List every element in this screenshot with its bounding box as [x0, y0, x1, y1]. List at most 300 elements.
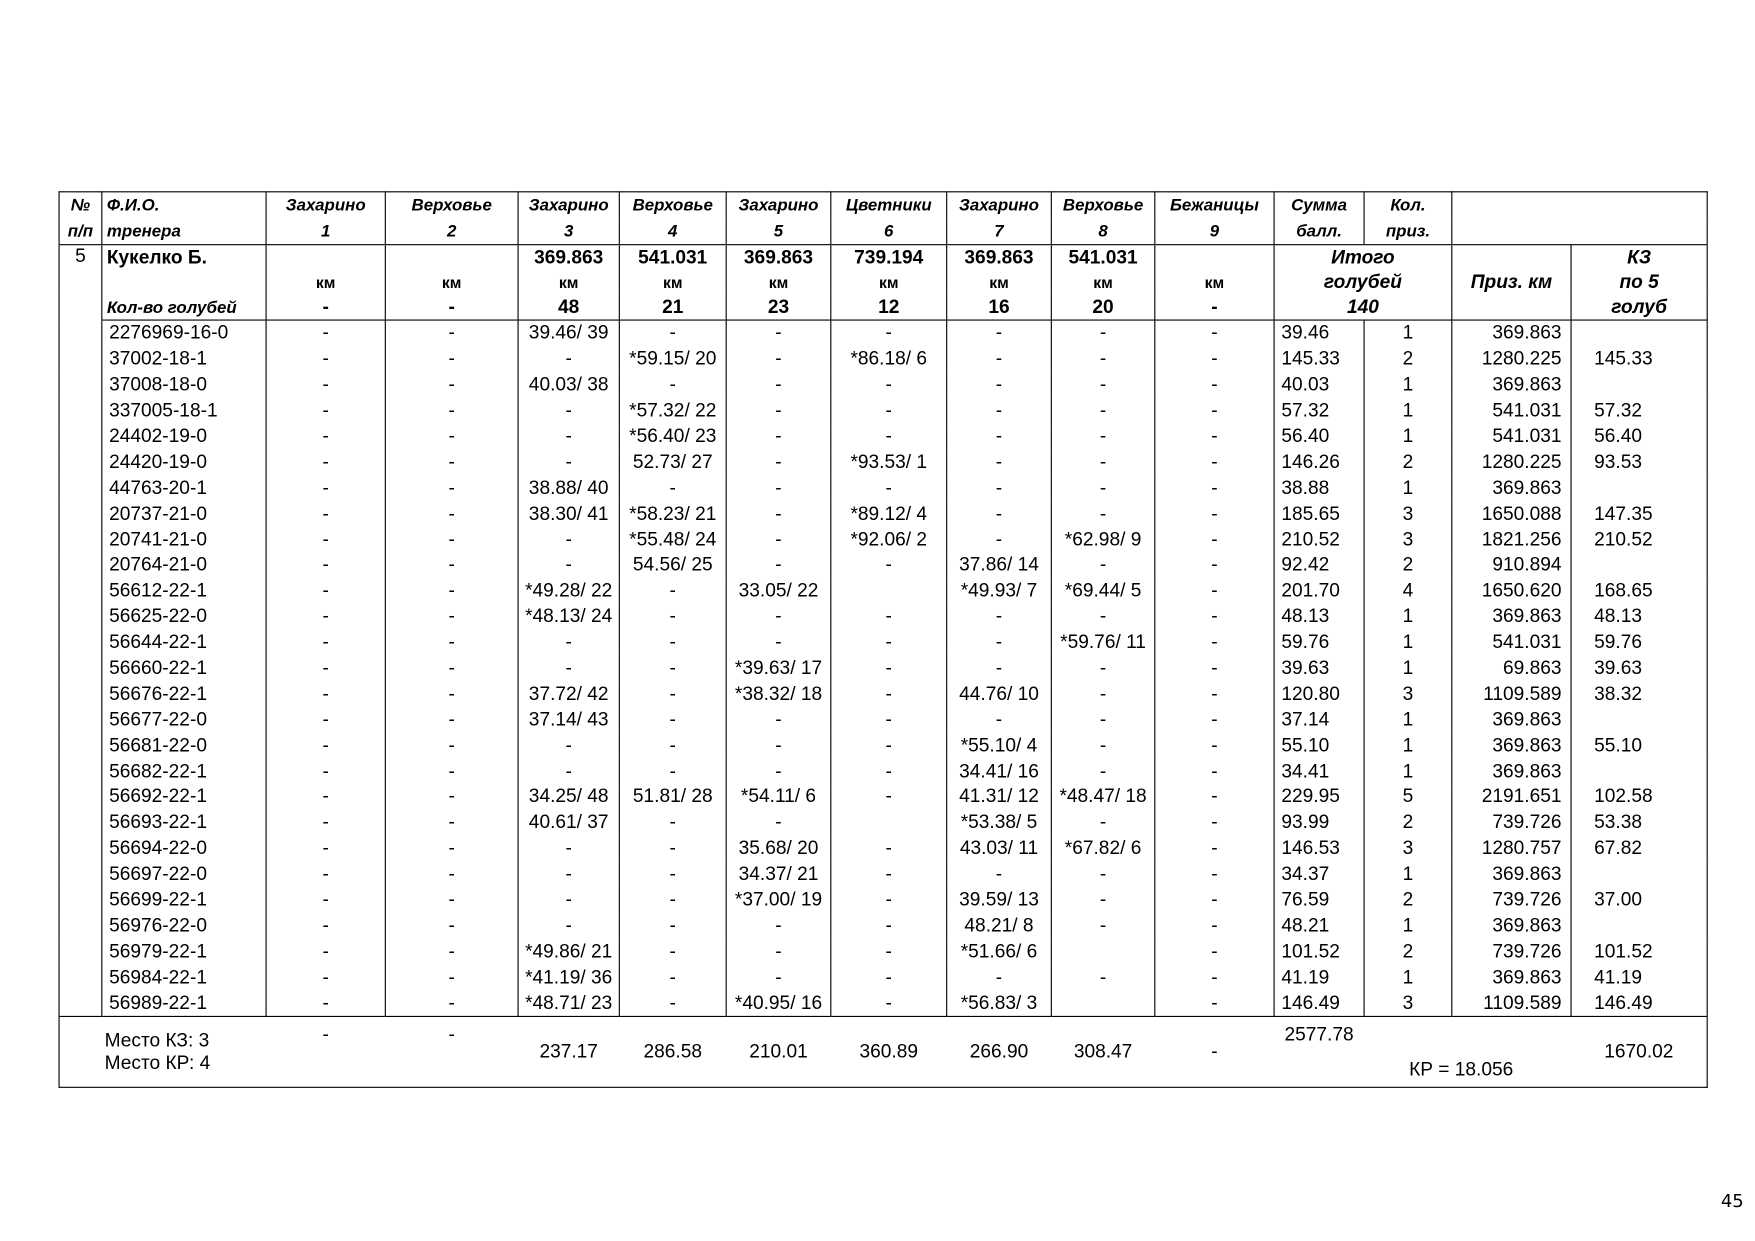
kz-value: 59.76	[1571, 630, 1707, 656]
km-unit-label: км	[518, 270, 619, 295]
race-total: -	[266, 1016, 385, 1087]
table-row	[59, 758, 1707, 784]
race-result: -	[266, 398, 385, 424]
total-kz: 1670.02	[1571, 1016, 1707, 1087]
race-distance	[385, 245, 518, 270]
race-result: -	[385, 501, 518, 527]
race-result: -	[385, 990, 518, 1016]
race-total: 286.58	[619, 1016, 726, 1087]
results-table	[59, 191, 1708, 1088]
race-result: -	[726, 939, 831, 965]
race-result: -	[619, 372, 726, 398]
prize-km: 369.863	[1452, 475, 1571, 501]
race-result: -	[385, 424, 518, 450]
prize-count: 2	[1364, 552, 1452, 578]
race-result: -	[266, 707, 385, 733]
race-distance: 739.194	[831, 245, 947, 270]
race-result: -	[385, 346, 518, 372]
ring-number: 56697-22-0	[102, 861, 266, 887]
prize-km: 369.863	[1452, 604, 1571, 630]
score-sum: 39.46	[1274, 320, 1364, 346]
race-result: -	[1155, 939, 1274, 965]
race-result: -	[1155, 372, 1274, 398]
prize-km: 739.726	[1452, 887, 1571, 913]
race-result: -	[1155, 604, 1274, 630]
km-unit-label: км	[1155, 270, 1274, 295]
blank-cell	[59, 552, 102, 578]
race-result: -	[619, 887, 726, 913]
kz-value	[1571, 475, 1707, 501]
ring-number: 56682-22-1	[102, 758, 266, 784]
table-row	[59, 733, 1707, 759]
score-sum: 56.40	[1274, 424, 1364, 450]
race-result: -	[831, 398, 947, 424]
prize-km: 2191.651	[1452, 784, 1571, 810]
header-race-number: 6	[831, 218, 947, 244]
header-race-name: Верховье	[385, 192, 518, 218]
race-result: -	[1155, 913, 1274, 939]
blank-cell	[59, 527, 102, 553]
kz-value: 102.58	[1571, 784, 1707, 810]
header-race-number: 9	[1155, 218, 1274, 244]
race-result: -	[518, 733, 619, 759]
prize-count: 3	[1364, 681, 1452, 707]
header-name: Ф.И.О.	[102, 192, 266, 218]
table-row	[59, 475, 1707, 501]
prize-count: 1	[1364, 372, 1452, 398]
race-total: -	[1155, 1016, 1274, 1087]
race-result: 37.14/ 43	[518, 707, 619, 733]
table-row	[59, 964, 1707, 990]
race-result: -	[1155, 990, 1274, 1016]
race-result: *41.19/ 36	[518, 964, 619, 990]
km-unit-label: км	[831, 270, 947, 295]
header-row	[59, 192, 1707, 218]
race-total: 210.01	[726, 1016, 831, 1087]
race-result: -	[266, 475, 385, 501]
table-row	[59, 707, 1707, 733]
race-distance: 369.863	[518, 245, 619, 270]
blank-cell	[59, 707, 102, 733]
score-sum: 48.13	[1274, 604, 1364, 630]
header-sum: Сумма	[1274, 192, 1364, 218]
race-distance: 369.863	[947, 245, 1052, 270]
prize-count: 2	[1364, 887, 1452, 913]
km-unit-label: км	[1051, 270, 1155, 295]
kz-value: 48.13	[1571, 604, 1707, 630]
race-result: -	[266, 552, 385, 578]
kz-value	[1571, 861, 1707, 887]
race-result: *40.95/ 16	[726, 990, 831, 1016]
ring-number: 56625-22-0	[102, 604, 266, 630]
race-result: -	[726, 964, 831, 990]
participant-row	[59, 245, 1707, 270]
ring-number: 337005-18-1	[102, 398, 266, 424]
ring-number: 24402-19-0	[102, 424, 266, 450]
prize-km: 739.726	[1452, 810, 1571, 836]
race-result: 38.88/ 40	[518, 475, 619, 501]
race-result: *38.32/ 18	[726, 681, 831, 707]
kz-value	[1571, 707, 1707, 733]
race-result: -	[947, 320, 1052, 346]
table-row	[59, 372, 1707, 398]
km-unit-label: км	[266, 270, 385, 295]
race-result: -	[947, 604, 1052, 630]
race-result: -	[947, 861, 1052, 887]
ring-number: 56644-22-1	[102, 630, 266, 656]
race-result: -	[1051, 449, 1155, 475]
score-sum: 39.63	[1274, 655, 1364, 681]
prize-km: 1650.088	[1452, 501, 1571, 527]
score-sum: 93.99	[1274, 810, 1364, 836]
race-result: -	[266, 320, 385, 346]
prize-count: 3	[1364, 836, 1452, 862]
score-sum: 210.52	[1274, 527, 1364, 553]
score-sum: 146.26	[1274, 449, 1364, 475]
blank-cell	[59, 630, 102, 656]
ring-number: 20737-21-0	[102, 501, 266, 527]
km-unit-label: км	[947, 270, 1052, 295]
race-result: -	[385, 836, 518, 862]
blank-cell	[59, 398, 102, 424]
race-result: -	[1155, 964, 1274, 990]
race-result: -	[947, 655, 1052, 681]
race-result: -	[1051, 398, 1155, 424]
race-result: 34.41/ 16	[947, 758, 1052, 784]
header-blank	[1452, 218, 1707, 244]
prize-count: 2	[1364, 346, 1452, 372]
prize-count: 2	[1364, 449, 1452, 475]
race-result: 48.21/ 8	[947, 913, 1052, 939]
race-total: 237.17	[518, 1016, 619, 1087]
pigeon-count: -	[266, 295, 385, 320]
table-row	[59, 449, 1707, 475]
prize-km: 541.031	[1452, 630, 1571, 656]
header-prizes: приз.	[1364, 218, 1452, 244]
score-sum: 34.41	[1274, 758, 1364, 784]
race-result: -	[831, 320, 947, 346]
race-result: -	[266, 346, 385, 372]
race-result	[1051, 990, 1155, 1016]
race-result: -	[1155, 527, 1274, 553]
pigeon-count: -	[1155, 295, 1274, 320]
race-result: -	[385, 527, 518, 553]
total-sum: 2577.78	[1274, 1016, 1364, 1087]
ring-number: 56677-22-0	[102, 707, 266, 733]
race-result: -	[1051, 681, 1155, 707]
race-result: -	[831, 964, 947, 990]
race-result: -	[266, 655, 385, 681]
race-result: -	[726, 424, 831, 450]
race-result: 39.59/ 13	[947, 887, 1052, 913]
race-result: -	[266, 836, 385, 862]
header-race-number: 1	[266, 218, 385, 244]
kz-value	[1571, 372, 1707, 398]
blank-cell	[59, 655, 102, 681]
prize-km: 1109.589	[1452, 990, 1571, 1016]
race-result: -	[619, 758, 726, 784]
kr-value: КР = 18.056	[1364, 1016, 1571, 1087]
kz-value	[1571, 758, 1707, 784]
race-result: -	[1051, 913, 1155, 939]
race-result: -	[831, 784, 947, 810]
race-result: -	[947, 449, 1052, 475]
ring-number: 24420-19-0	[102, 449, 266, 475]
header-blank	[1452, 192, 1707, 218]
race-result: -	[385, 449, 518, 475]
pigeon-count: 48	[518, 295, 619, 320]
race-result: *49.93/ 7	[947, 578, 1052, 604]
race-result: 37.86/ 14	[947, 552, 1052, 578]
header-race-name: Захарино	[518, 192, 619, 218]
prize-count: 1	[1364, 475, 1452, 501]
race-result: *89.12/ 4	[831, 501, 947, 527]
race-result: -	[518, 758, 619, 784]
blank-cell	[59, 861, 102, 887]
prize-km: 369.863	[1452, 861, 1571, 887]
race-result: -	[619, 475, 726, 501]
ring-number: 56694-22-0	[102, 836, 266, 862]
table-row	[59, 939, 1707, 965]
total-pigeons-label: голубей	[1274, 270, 1452, 295]
prize-count: 1	[1364, 913, 1452, 939]
table-row	[59, 578, 1707, 604]
prize-km: 1280.225	[1452, 449, 1571, 475]
race-result: -	[266, 681, 385, 707]
race-result: *86.18/ 6	[831, 346, 947, 372]
race-result: -	[1155, 552, 1274, 578]
pigeon-count: 23	[726, 295, 831, 320]
race-result: -	[726, 398, 831, 424]
kz-value: 101.52	[1571, 939, 1707, 965]
kz-label: голуб	[1571, 295, 1707, 320]
race-result: -	[831, 913, 947, 939]
race-result: -	[385, 939, 518, 965]
ring-number: 20764-21-0	[102, 552, 266, 578]
race-total: 308.47	[1051, 1016, 1155, 1087]
score-sum: 146.49	[1274, 990, 1364, 1016]
race-result: -	[1051, 964, 1155, 990]
blank-cell	[1452, 245, 1571, 270]
race-result: *49.28/ 22	[518, 578, 619, 604]
race-result: -	[1155, 784, 1274, 810]
kz-value: 67.82	[1571, 836, 1707, 862]
kz-value: 41.19	[1571, 964, 1707, 990]
race-result: -	[726, 604, 831, 630]
pigeon-count-label: Кол-во голубей	[102, 295, 266, 320]
ring-number: 20741-21-0	[102, 527, 266, 553]
score-sum: 55.10	[1274, 733, 1364, 759]
race-result: 52.73/ 27	[619, 449, 726, 475]
race-result: -	[1155, 861, 1274, 887]
race-result: -	[1155, 630, 1274, 656]
prize-count: 1	[1364, 604, 1452, 630]
ring-number: 56976-22-0	[102, 913, 266, 939]
race-result: -	[385, 398, 518, 424]
race-result: 35.68/ 20	[726, 836, 831, 862]
race-result: -	[518, 424, 619, 450]
race-result: -	[266, 913, 385, 939]
race-result: -	[385, 578, 518, 604]
race-result: *51.66/ 6	[947, 939, 1052, 965]
ring-number: 44763-20-1	[102, 475, 266, 501]
race-result: -	[831, 887, 947, 913]
race-total: -	[385, 1016, 518, 1087]
race-result: -	[1051, 887, 1155, 913]
blank-cell	[59, 964, 102, 990]
kz-value: 53.38	[1571, 810, 1707, 836]
prize-count: 5	[1364, 784, 1452, 810]
table-row	[59, 398, 1707, 424]
blank-cell	[59, 913, 102, 939]
kz-value: 210.52	[1571, 527, 1707, 553]
race-result: -	[831, 758, 947, 784]
prize-count: 1	[1364, 861, 1452, 887]
race-result: 51.81/ 28	[619, 784, 726, 810]
race-result: -	[385, 784, 518, 810]
race-result: -	[518, 836, 619, 862]
race-result: -	[831, 861, 947, 887]
race-result: -	[518, 398, 619, 424]
blank-cell	[1452, 295, 1571, 320]
race-result: -	[726, 449, 831, 475]
header-race-name: Захарино	[726, 192, 831, 218]
header-race-number: 5	[726, 218, 831, 244]
places-cell	[59, 1016, 266, 1087]
prize-count: 3	[1364, 501, 1452, 527]
blank-cell	[59, 836, 102, 862]
score-sum: 38.88	[1274, 475, 1364, 501]
prize-km: 369.863	[1452, 964, 1571, 990]
blank-cell	[59, 604, 102, 630]
header-name: тренера	[102, 218, 266, 244]
race-result: 43.03/ 11	[947, 836, 1052, 862]
race-result: -	[1155, 578, 1274, 604]
participant-name: Кукелко Б.	[102, 245, 266, 270]
prize-km: 1821.256	[1452, 527, 1571, 553]
prize-count: 4	[1364, 578, 1452, 604]
prize-count: 3	[1364, 990, 1452, 1016]
header-race-name: Цветники	[831, 192, 947, 218]
race-result: -	[1155, 887, 1274, 913]
kz-value: 57.32	[1571, 398, 1707, 424]
race-result: -	[619, 681, 726, 707]
race-result: -	[831, 630, 947, 656]
race-result: 40.61/ 37	[518, 810, 619, 836]
race-result: *92.06/ 2	[831, 527, 947, 553]
ring-number: 56612-22-1	[102, 578, 266, 604]
table-row	[59, 320, 1707, 346]
kz-value	[1571, 913, 1707, 939]
race-result: -	[726, 372, 831, 398]
race-result: -	[831, 552, 947, 578]
race-result: 34.25/ 48	[518, 784, 619, 810]
race-result: -	[726, 758, 831, 784]
race-result: -	[266, 784, 385, 810]
race-result: -	[619, 939, 726, 965]
race-result: -	[947, 398, 1052, 424]
race-result: -	[726, 501, 831, 527]
race-result: *57.32/ 22	[619, 398, 726, 424]
kz-value: 146.49	[1571, 990, 1707, 1016]
table-row	[59, 501, 1707, 527]
participant-index: 5	[59, 245, 102, 320]
race-result: -	[1155, 501, 1274, 527]
prize-count: 1	[1364, 320, 1452, 346]
prize-km-label: Приз. км	[1452, 270, 1571, 295]
blank-cell	[59, 501, 102, 527]
table-row	[59, 346, 1707, 372]
race-result: -	[518, 527, 619, 553]
race-result: *49.86/ 21	[518, 939, 619, 965]
race-result: -	[385, 655, 518, 681]
header-prizes: Кол.	[1364, 192, 1452, 218]
score-sum: 146.53	[1274, 836, 1364, 862]
blank-cell	[59, 449, 102, 475]
blank-cell	[59, 733, 102, 759]
ring-number: 56693-22-1	[102, 810, 266, 836]
race-result: -	[619, 733, 726, 759]
score-sum: 101.52	[1274, 939, 1364, 965]
race-result: -	[619, 320, 726, 346]
table-row	[59, 810, 1707, 836]
race-result	[1051, 939, 1155, 965]
score-sum: 76.59	[1274, 887, 1364, 913]
race-result: -	[619, 964, 726, 990]
score-sum: 120.80	[1274, 681, 1364, 707]
pigeon-count: 12	[831, 295, 947, 320]
kz-value: 56.40	[1571, 424, 1707, 450]
header-row	[59, 218, 1707, 244]
prize-count: 1	[1364, 707, 1452, 733]
race-result: -	[947, 707, 1052, 733]
race-result: -	[266, 578, 385, 604]
kz-value: 39.63	[1571, 655, 1707, 681]
race-result: *59.15/ 20	[619, 346, 726, 372]
race-result: -	[1155, 758, 1274, 784]
race-result: -	[385, 861, 518, 887]
race-result: -	[831, 604, 947, 630]
table-row	[59, 861, 1707, 887]
blank-cell	[59, 784, 102, 810]
race-result: *53.38/ 5	[947, 810, 1052, 836]
kz-value: 147.35	[1571, 501, 1707, 527]
race-result: -	[266, 604, 385, 630]
race-result: -	[385, 758, 518, 784]
race-result: -	[266, 449, 385, 475]
race-result: *69.44/ 5	[1051, 578, 1155, 604]
kz-value	[1571, 552, 1707, 578]
race-result: 34.37/ 21	[726, 861, 831, 887]
prize-count: 1	[1364, 398, 1452, 424]
prize-km: 739.726	[1452, 939, 1571, 965]
blank-cell	[59, 578, 102, 604]
race-result: -	[385, 733, 518, 759]
race-result: -	[726, 630, 831, 656]
race-distance: 369.863	[726, 245, 831, 270]
race-result: -	[619, 630, 726, 656]
prize-count: 1	[1364, 655, 1452, 681]
race-result: -	[726, 552, 831, 578]
race-result: *58.23/ 21	[619, 501, 726, 527]
prize-km: 369.863	[1452, 372, 1571, 398]
race-result: -	[266, 733, 385, 759]
race-result: -	[518, 449, 619, 475]
race-result: -	[1051, 733, 1155, 759]
race-result: 39.46/ 39	[518, 320, 619, 346]
prize-count: 2	[1364, 810, 1452, 836]
race-result: -	[385, 681, 518, 707]
